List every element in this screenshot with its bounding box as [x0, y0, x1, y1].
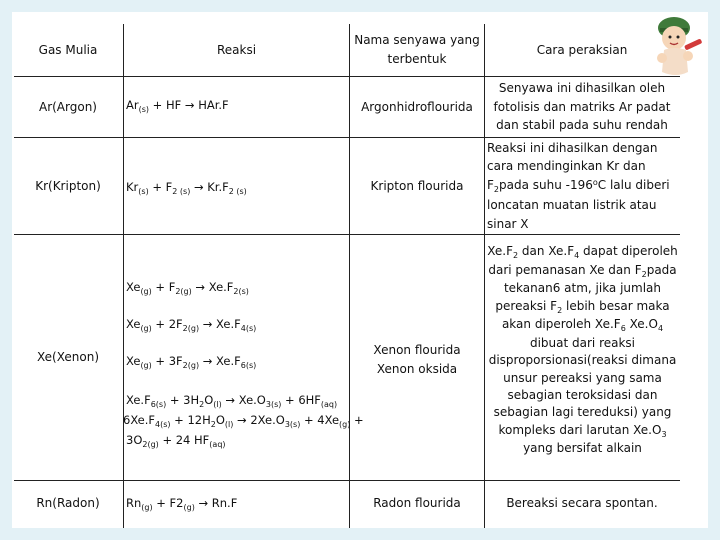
reaction-argon: $Ar_{(s)}$ + HF → HAr.F: [126, 98, 229, 114]
arrow-icon: →: [198, 496, 209, 510]
gas-name-argon: Ar(Argon): [38, 99, 97, 114]
compound-krypton: Kripton flourida: [370, 178, 464, 193]
arrow-icon: →: [184, 98, 195, 112]
reaction-xenon-5: $6Xe.F_{4(s)} + 12H_2O_{(l)} \to 2Xe.O_{3(s)} + 4Xe_{(g)}$ +: [123, 413, 364, 429]
compound-argon: Argonhidroflourida: [361, 99, 473, 114]
header-nama-senyawa: Nama senyawa yang terbentuk: [354, 33, 480, 66]
method-radon: Bereaksi secara spontan.: [506, 495, 658, 510]
header-cara-peraksian: Cara peraksian: [536, 42, 628, 57]
reaction-radon: $Rn_{(g)} + F2_{(g)} \to Rn.F$: [126, 496, 238, 512]
reaction-xenon-3: $Xe_{(g)} + 3F_{2(g)} \to Xe.F_{6(s)}$: [126, 354, 257, 370]
method-krypton: Reaksi ini dihasilkan dengan cara mendinginkan Kr dan $F_2pada$ suhu -196$^o$C lalu diberi loncatan muatan listrik atau sinar X: [487, 140, 670, 231]
compound-xenon: Xenon flourida Xenon oksida: [373, 343, 461, 376]
gas-name-krypton: Kr(Kripton): [35, 178, 101, 193]
header-reaksi: Reaksi: [216, 42, 257, 57]
reaction-xenon-6: $3O_{2(g)} + 24$ $HF_{(aq)}$: [126, 433, 226, 449]
gas-name-xenon: Xe(Xenon): [36, 350, 100, 365]
arrow-icon: →: [237, 413, 247, 427]
method-xenon: $Xe.F_2$ dan $Xe.F_4$ dapat diperoleh dari pemanasan Xe dan $F_2pada$ tekanan6 atm, jika jumlah pereaksi $F_2$ lebih besar maka akan diperoleh $Xe.F_6$ $Xe.O_4$ dibuat dari reaksi disproporsionasi(reaksi dimana unsur pereaksi yang sama sebagian teroksidasi dan sebagian lagi tereduksi) yang kompleks dari larutan $Xe.O_3$ yang bersifat alkain: [487, 244, 678, 456]
arrow-icon: →: [202, 317, 213, 331]
reaction-xenon-2: $Xe_{(g)} + 2F_{2(g)} \to Xe.F_{4(s)}$: [126, 317, 257, 333]
arrow-icon: →: [195, 280, 206, 294]
arrow-icon: →: [193, 180, 204, 194]
arrow-icon: →: [202, 354, 213, 368]
reaction-xenon-1: $Xe_{(g)} + F_{2(g)} \to Xe.F_{2(s)}$: [126, 280, 249, 296]
column-divider: [123, 24, 124, 528]
compound-radon: Radon flourida: [373, 495, 461, 510]
reaction-krypton: $Kr_{(s)} + F_{2 (s)} \to Kr.F_{2 (s)}$: [126, 180, 247, 196]
reaction-xenon-4: $Xe.F_{6(s)} + 3H_2O_{(l)} \to Xe.O_{3(s)} + 6HF_{(aq)}$: [126, 393, 338, 409]
gas-name-radon: Rn(Radon): [36, 495, 100, 510]
method-argon: Senyawa ini dihasilkan oleh fotolisis dan matriks Ar padat dan stabil pada suhu rendah: [493, 81, 671, 133]
header-gas-mulia: Gas Mulia: [38, 42, 98, 57]
arrow-icon: →: [225, 393, 236, 407]
